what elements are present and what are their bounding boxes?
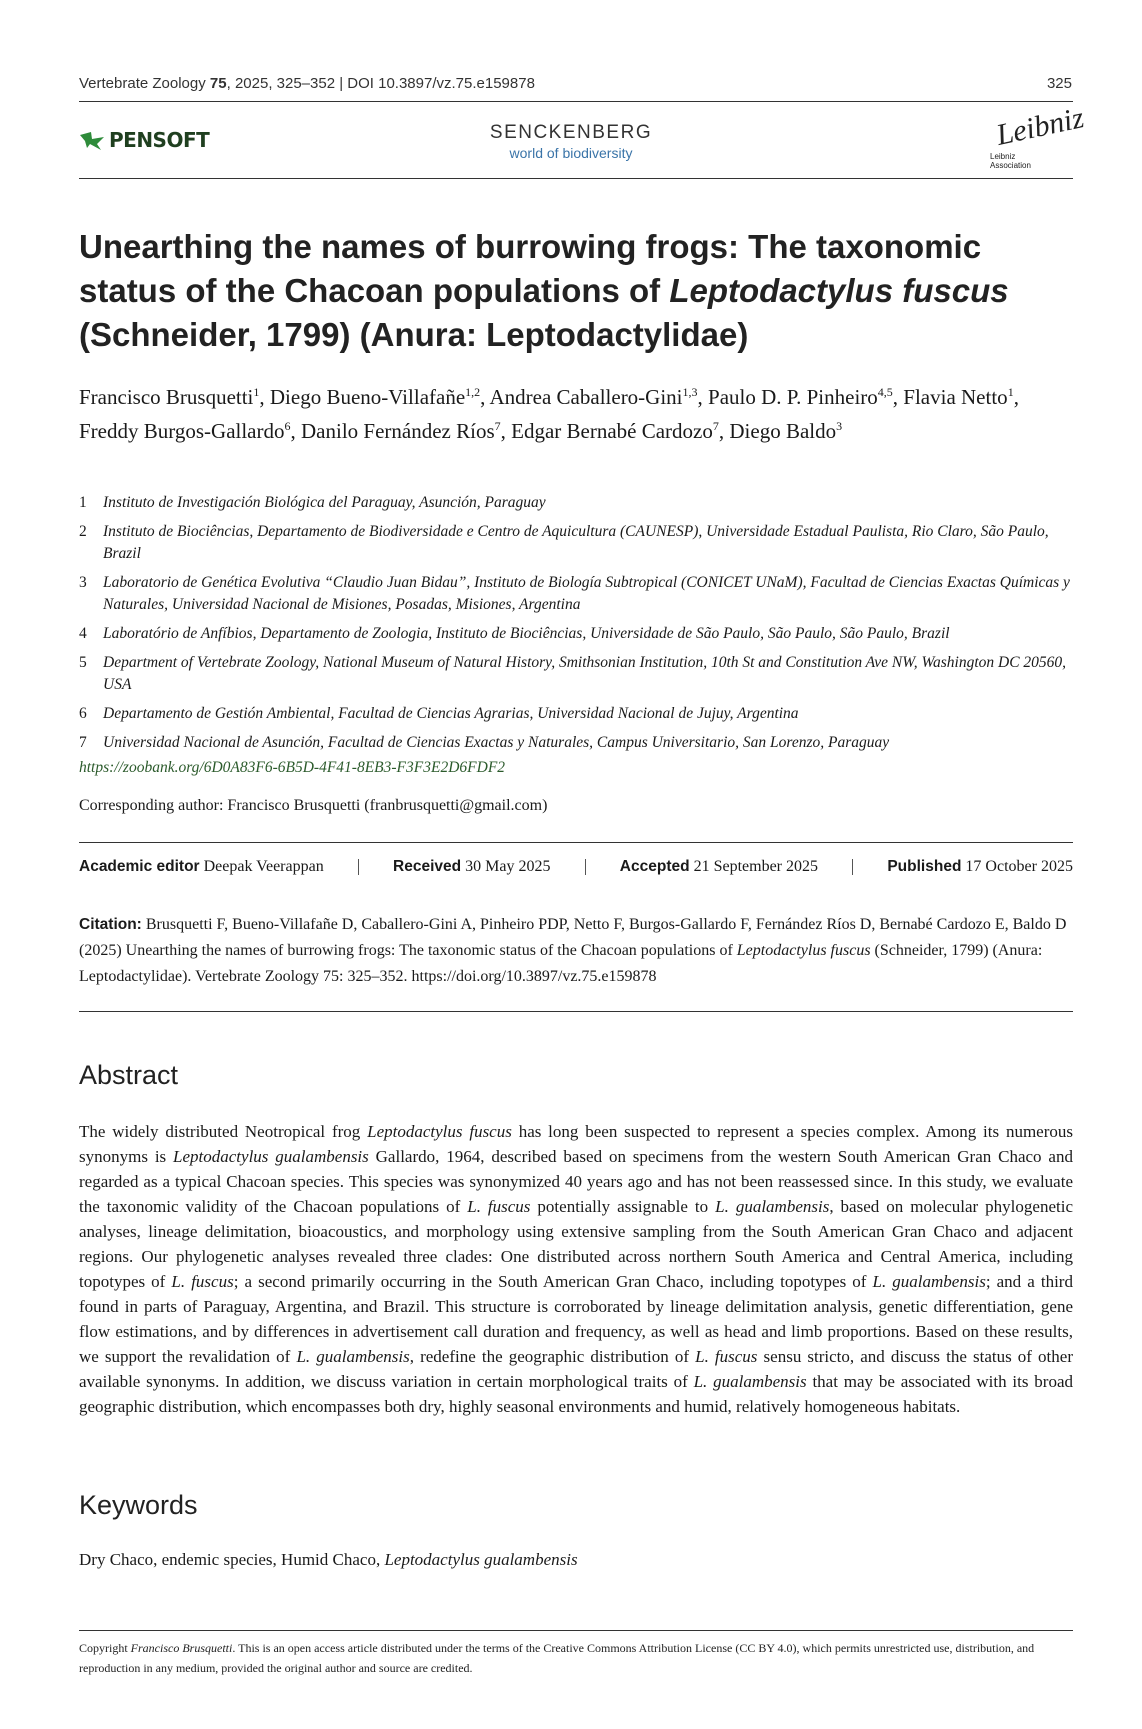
title-text: Unearthing the names of burrowing frogs: The taxonomic status of the Chacoan populations of <box>79 228 982 309</box>
affiliation-text: Universidad Nacional de Asunción, Facultad de Ciencias Exactas y Naturales, Campus Universitario, San Lorenzo, Paraguay <box>103 734 890 751</box>
abstract-text-segment: , based on molecular phylogenetic analyses, lineage delimitation, bioacoustics, and morphology using extensive sampling from the South American Gran Chaco and adjacent regions. Our phylogenetic analyses revealed three clades: One distributed across northern South America and Central America, including topotypes of <box>79 1197 1073 1291</box>
copyright-notice <box>79 1638 1073 1678</box>
citation-species: Leptodactylus fuscus <box>736 942 871 959</box>
abstract-species: Leptodactylus fuscus <box>367 1122 512 1141</box>
editorial-dates-row <box>79 858 1073 876</box>
author-name: Francisco Brusquetti <box>79 385 254 409</box>
affiliation-item <box>79 572 1079 616</box>
abstract-species: L. fuscus <box>171 1272 234 1291</box>
keywords-list <box>79 1550 578 1570</box>
author-affiliation-marker: 3 <box>836 419 843 433</box>
citation-doi-link[interactable]: https://doi.org/10.3897/vz.75.e159878 <box>411 968 657 985</box>
author <box>301 419 501 443</box>
affiliation-text: Department of Vertebrate Zoology, National Museum of Natural History, Smithsonian Institution, 10th St and Constitution Ave NW, Washington DC 20560, USA <box>103 654 1067 693</box>
abstract-species: Leptodactylus gualambensis <box>173 1147 369 1166</box>
copyright-text: . This is an open access article distributed under the terms of the Creative Commons Attribution License (CC BY 4.0), which permits unrestricted use, distribution, and reproduction in any medium, provided the original author and source are credited. <box>79 1641 1035 1675</box>
accepted-label: Accepted <box>619 858 690 875</box>
abstract-text-segment: potentially assignable to <box>530 1197 716 1216</box>
leibniz-association-label <box>990 152 1031 170</box>
zoobank-link[interactable]: https://zoobank.org/6D0A83F6-6B5D-4F41-8EB3-F3F3E2D6FDF2 <box>79 759 506 776</box>
leibniz-signature: Leibniz <box>993 101 1087 152</box>
citation-block <box>79 912 1073 990</box>
article-title <box>79 225 1079 357</box>
author <box>511 419 719 443</box>
author-affiliation-marker: 7 <box>494 419 501 433</box>
author-affiliation-marker: 4,5 <box>877 385 893 399</box>
abstract-species: L. gualambensis <box>296 1347 410 1366</box>
affiliation-number: 1 <box>79 494 87 511</box>
author <box>903 385 1013 409</box>
title-text-end: (Schneider, 1799) (Anura: Leptodactylidae) <box>79 316 749 353</box>
published-date <box>887 858 1073 876</box>
author <box>270 385 480 409</box>
accepted-value: 21 September 2025 <box>689 858 818 875</box>
keywords-text: Dry Chaco, endemic species, Humid Chaco, <box>79 1550 385 1569</box>
abstract-species: L. fuscus <box>695 1347 758 1366</box>
leibniz-line-1: Leibniz <box>990 152 1016 161</box>
author-affiliation-marker: 6 <box>284 419 291 433</box>
keywords-heading: Keywords <box>79 1490 198 1520</box>
corresponding-close: ) <box>542 797 548 814</box>
affiliation-item <box>79 732 1079 754</box>
received-label: Received <box>393 858 462 875</box>
published-label: Published <box>887 858 962 875</box>
senckenberg-name: SENCKENBERG <box>489 122 653 143</box>
footer-rule <box>79 1630 1073 1631</box>
author <box>79 419 291 443</box>
abstract-species: L. gualambensis <box>693 1372 807 1391</box>
author-name: Diego Baldo <box>729 419 837 443</box>
abstract-text-segment: , redefine the geographic distribution of <box>409 1347 696 1366</box>
author <box>490 385 698 409</box>
published-value: 17 October 2025 <box>961 858 1073 875</box>
separator <box>585 859 586 875</box>
abstract-text-segment: has long been suspected to represent a species complex. Among its numerous synonyms is <box>79 1122 1073 1166</box>
abstract-species: L. gualambensis <box>715 1197 830 1216</box>
citation-label: Citation: <box>79 916 142 933</box>
received-value: 30 May 2025 <box>461 858 551 875</box>
affiliation-list <box>79 492 1079 761</box>
author-affiliation-marker: 7 <box>712 419 719 433</box>
author-name: Diego Bueno-Villafañe <box>269 385 466 409</box>
affiliation-text: Instituto de Biociências, Departamento de Biodiversidade e Centro de Aquicultura (CAUNESP), Universidade Estadual Paulista, Rio Claro, São Paulo, Brazil <box>103 523 1049 562</box>
abstract-heading: Abstract <box>79 1060 179 1090</box>
author <box>708 385 893 409</box>
academic-editor-label: Academic editor <box>79 858 200 875</box>
author-name: Paulo D. P. Pinheiro <box>708 385 878 409</box>
affiliation-item <box>79 703 1079 725</box>
author-name: Andrea Caballero-Gini <box>489 385 683 409</box>
academic-editor <box>79 858 324 876</box>
affiliation-item <box>79 521 1079 565</box>
title-species: Leptodactylus fuscus <box>669 272 1009 309</box>
author-name: Danilo Fernández Ríos <box>301 419 495 443</box>
affiliation-number: 3 <box>79 574 87 591</box>
author-affiliation-marker: 1,3 <box>682 385 698 399</box>
author-affiliation-marker: 1 <box>253 385 260 399</box>
header-bottom-rule <box>79 178 1073 179</box>
editorial-top-rule <box>79 842 1073 843</box>
affiliation-item <box>79 652 1079 696</box>
abstract-text-segment: ; a second primarily occurring in the South American Gran Chaco, including topotypes of <box>233 1272 873 1291</box>
journal-citation-line <box>79 75 535 92</box>
abstract-species: L. fuscus <box>467 1197 531 1216</box>
pensoft-wordmark: PENSOFT <box>109 128 210 152</box>
affiliation-text: Instituto de Investigación Biológica del Paraguay, Asunción, Paraguay <box>103 494 546 511</box>
affiliation-text: Laboratório de Anfíbios, Departamento de Zoologia, Instituto de Biociências, Universidade de São Paulo, São Paulo, São Paulo, Brazil <box>103 625 950 642</box>
citation-bottom-rule <box>79 1011 1073 1012</box>
affiliation-number: 2 <box>79 523 87 540</box>
author-list: Francisco Brusquetti$^1$, Diego Bueno-Villafañe$^{1,2}$, Andrea Caballero-Gini$^{1,3}$, Paulo D. P. Pinheiro$^{4,5}$, Flavia Netto$^1$, Freddy Burgos-Gallardo$^6$, Danilo Fernández Ríos$^7$, Edgar Bernabé Cardozo$^7$, Diego Baldo$^3$ <box>79 385 1019 443</box>
author-affiliation-marker: 1 <box>1007 385 1014 399</box>
journal-volume: 75 <box>209 75 227 92</box>
abstract-body <box>79 1119 1073 1419</box>
author-name: Freddy Burgos-Gallardo <box>79 419 285 443</box>
leibniz-logo[interactable] <box>990 101 1087 174</box>
author-name: Edgar Bernabé Cardozo <box>511 419 713 443</box>
author <box>729 419 842 443</box>
abstract-text-segment: sensu stricto, and discuss the status of other available synonyms. In addition, we discuss variation in certain morphological traits of <box>79 1347 1073 1391</box>
abstract-text-segment: that may be associated with its broad geographic distribution, which encompasses both dry, highly seasonal environments and humid, relatively homogeneous habitats. <box>79 1372 1073 1416</box>
copyright-prefix: Copyright <box>79 1641 131 1655</box>
separator <box>852 859 853 875</box>
leibniz-line-2: Association <box>990 161 1031 170</box>
corresponding-label: Corresponding author: Francisco Brusquetti ( <box>79 797 370 814</box>
abstract-text-segment: The widely distributed Neotropical frog <box>79 1122 368 1141</box>
author-name: Flavia Netto <box>903 385 1008 409</box>
abstract-text-segment: ; and a third found in parts of Paraguay, Argentina, and Brazil. This structure is corroborated by lineage delimitation analysis, genetic differentiation, gene flow estimations, and by differences in advertisement call duration and frequency, as well as head and limb proportions. Based on these results, we support the revalidation of <box>79 1272 1073 1366</box>
separator <box>358 859 359 875</box>
abstract-text-segment: Gallardo, 1964, described based on specimens from the western South American Gran Chaco and regarded as a typical Chacoan species. This species was synonymized 40 years ago and has not been reassessed since. In this study, we evaluate the taxonomic validity of the Chacoan populations of <box>79 1147 1073 1216</box>
citation-text: Brusquetti F, Bueno-Villafañe D, Caballero-Gini A, Pinheiro PDP, Netto F, Burgos-Gallardo F, Fernández Ríos D, Bernabé Cardozo E, Baldo D (2025) Unearthing the names of burrowing frogs: The taxonomic status of the Chacoan populations of <box>79 916 1067 959</box>
abstract-species: L. gualambensis <box>872 1272 986 1291</box>
author-affiliation-marker: 1,2 <box>465 385 481 399</box>
senckenberg-logo[interactable] <box>0 122 1142 161</box>
affiliation-number: 5 <box>79 654 87 671</box>
affiliation-number: 4 <box>79 625 87 642</box>
corresponding-email-link[interactable]: franbrusquetti@gmail.com <box>369 797 543 814</box>
corresponding-author <box>79 797 547 815</box>
header-rule <box>79 101 1073 102</box>
received-date <box>393 858 550 876</box>
affiliation-text: Departamento de Gestión Ambiental, Facultad de Ciencias Agrarias, Universidad Nacional de Jujuy, Argentina <box>103 705 799 722</box>
affiliation-number: 6 <box>79 705 87 722</box>
journal-name: Vertebrate Zoology <box>79 75 210 92</box>
affiliation-item <box>79 623 1079 645</box>
page-number: 325 <box>1046 75 1072 92</box>
affiliation-number: 7 <box>79 734 87 751</box>
copyright-holder: Francisco Brusquetti <box>130 1641 233 1655</box>
accepted-date <box>620 858 818 876</box>
affiliation-item <box>79 492 1079 514</box>
citation-text-end: (Schneider, 1799) (Anura: Leptodactylidae). Vertebrate Zoology 75: 325–352. <box>79 942 1043 985</box>
keywords-species: Leptodactylus gualambensis <box>384 1550 578 1569</box>
affiliation-text: Laboratorio de Genética Evolutiva “Claudio Juan Bidau”, Instituto de Biología Subtropical (CONICET UNaM), Facultad de Ciencias Exactas Químicas y Naturales, Universidad Nacional de Misiones, Posadas, Misiones, Argentina <box>103 574 1070 613</box>
academic-editor-value: Deepak Veerappan <box>199 858 324 875</box>
journal-doi: , 2025, 325–352 | DOI 10.3897/vz.75.e159878 <box>226 75 535 92</box>
senckenberg-tagline: world of biodiversity <box>509 145 633 161</box>
author <box>79 385 259 409</box>
